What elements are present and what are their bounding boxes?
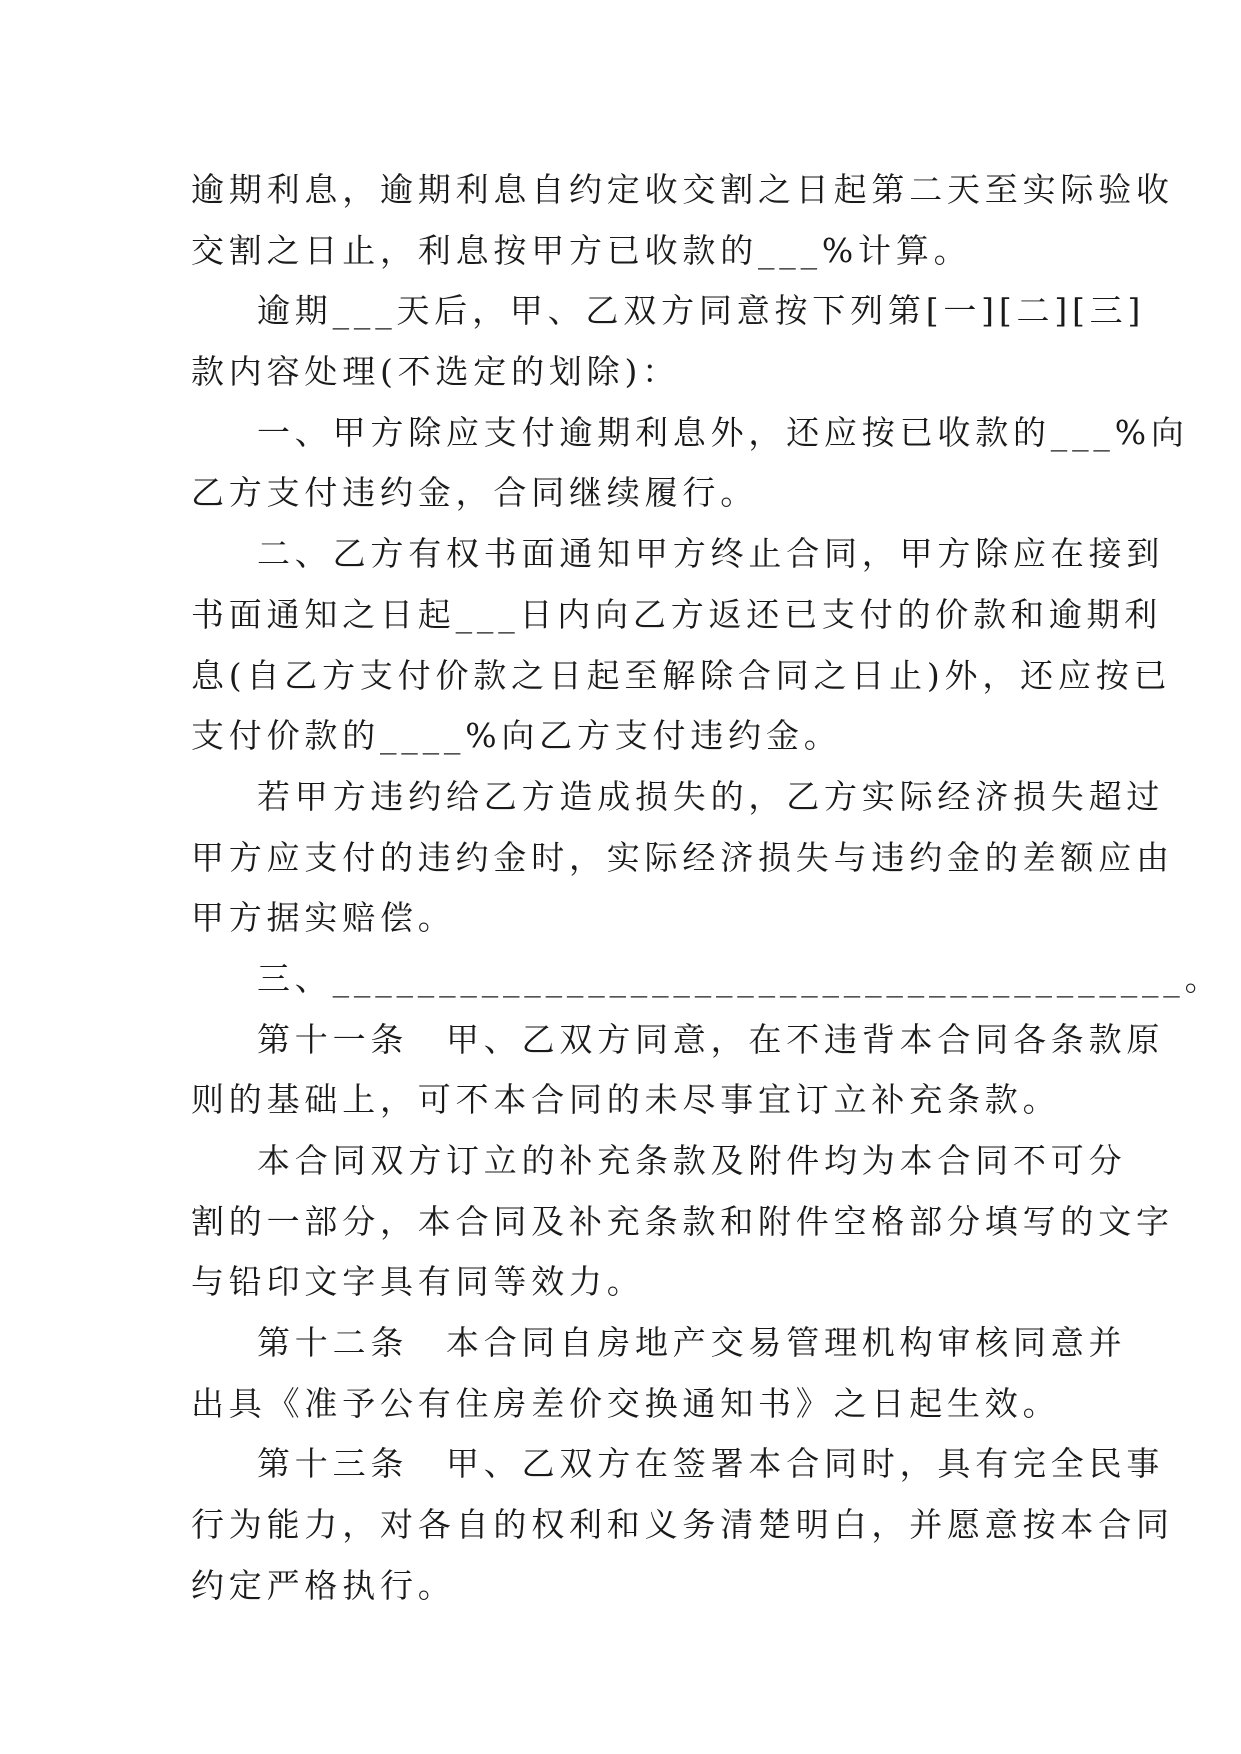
text-line: 书面通知之日起___日内向乙方返还已支付的价款和逾期利 [191,594,1163,634]
document-body [191,160,1223,1617]
text-line: 与铅印文字具有同等效力。 [191,1262,645,1302]
text-line: 割的一部分，本合同及补充条款和附件空格部分填写的文字 [191,1201,1174,1241]
text-line: 出具《准予公有住房差价交换通知书》之日起生效。 [191,1383,1061,1423]
text-line: 支付价款的____%向乙方支付违约金。 [191,716,842,756]
text-line: 约定严格执行。 [191,1565,456,1605]
article-13-heading-line: 第十三条 甲、乙双方在签署本合同时，具有完全民事 [257,1444,1165,1484]
text-line: 若甲方违约给乙方造成损失的，乙方实际经济损失超过 [257,776,1165,816]
text-line: 行为能力，对各自的权利和义务清楚明白，并愿意按本合同 [191,1505,1174,1545]
text-line: 本合同双方订立的补充条款及附件均为本合同不可分 [257,1141,1127,1180]
text-line: 款内容处理(不选定的划除)： [191,352,680,392]
text-line: 逾期利息，逾期利息自约定收交割之日起第二天至实际验收 [191,170,1174,209]
text-line: 逾期___天后，甲、乙双方同意按下列第[一][二][三] [257,291,1146,331]
text-line: 交割之日止，利息按甲方已收款的___%计算。 [191,230,972,270]
text-line: 甲方据实赔偿。 [191,898,456,938]
text-line: 三、________________________________________。 [257,958,1223,998]
text-line: 甲方应支付的违约金时，实际经济损失与违约金的差额应由 [191,837,1174,877]
text-line: 一、甲方除应支付逾期利息外，还应按已收款的___%向 [257,412,1189,452]
article-12-heading-line: 第十二条 本合同自房地产交易管理机构审核同意并 [257,1323,1127,1363]
text-line: 二、乙方有权书面通知甲方终止合同，甲方除应在接到 [257,534,1165,574]
text-line: 息(自乙方支付价款之日起至解除合同之日止)外，还应按已 [191,655,1172,695]
article-11-heading-line: 第十一条 甲、乙双方同意，在不违背本合同各条款原 [257,1019,1165,1059]
text-line: 则的基础上，可不本合同的未尽事宜订立补充条款。 [191,1080,1061,1120]
text-line: 乙方支付违约金，合同继续履行。 [191,473,758,513]
